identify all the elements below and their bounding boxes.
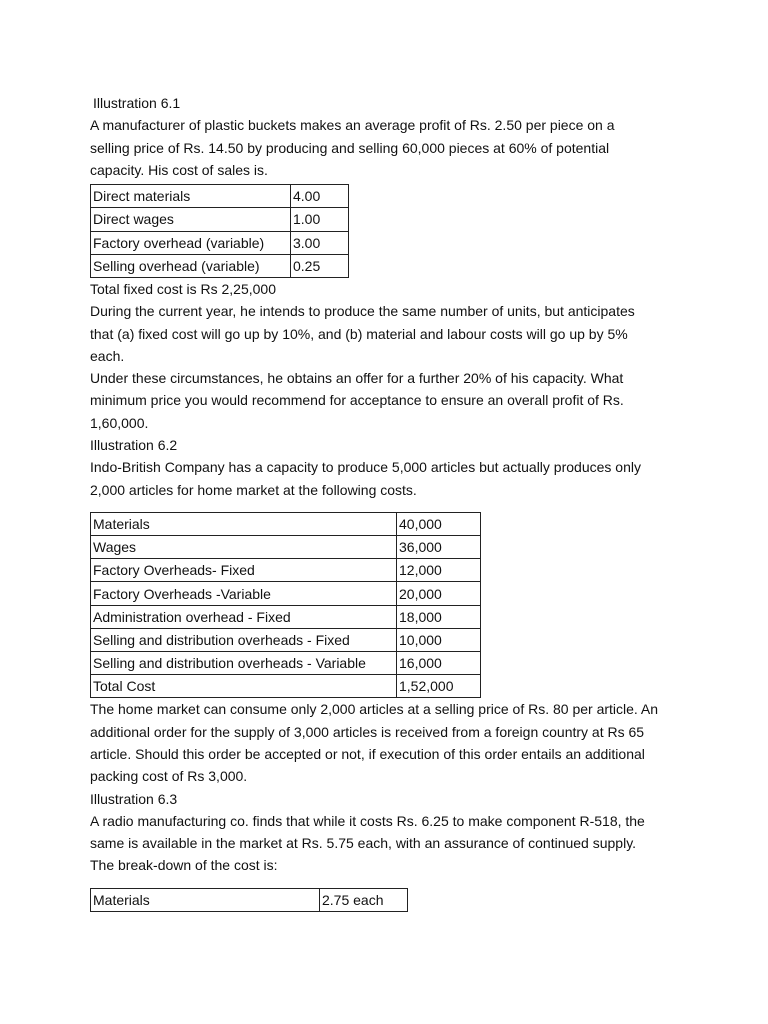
document-page: [90, 92, 690, 912]
component-cost-table: [90, 888, 408, 912]
paragraph-line: same is available in the market at Rs. 5.75 each, with an assurance of continued supply.: [90, 835, 637, 852]
table-row: [91, 628, 481, 651]
table-cell-value: 12,000: [397, 559, 481, 582]
table-cell-item: Factory overhead (variable): [91, 231, 291, 254]
table-cell-value: 3.00: [291, 231, 349, 254]
paragraph-line: The break-down of the cost is:: [90, 857, 278, 874]
illustration-heading: Illustration 6.2: [90, 437, 178, 454]
paragraph-line: A radio manufacturing co. finds that while it costs Rs. 6.25 to make component R-518, the: [90, 812, 645, 829]
table-row: [91, 254, 349, 277]
cost-of-sales-table: [90, 184, 349, 278]
paragraph-line: Under these circumstances, he obtains an offer for a further 20% of his capacity. What: [90, 370, 624, 387]
paragraph-line: selling price of Rs. 14.50 by producing and selling 60,000 pieces at 60% of potential: [90, 139, 610, 156]
table-cell-item: Materials: [91, 888, 320, 911]
table-cell-value: 36,000: [397, 536, 481, 559]
paragraph-line: that (a) fixed cost will go up by 10%, and (b) material and labour costs will go up by 5%: [90, 325, 628, 342]
table-row: [91, 512, 481, 535]
table-row: [91, 582, 481, 605]
table-row: [91, 231, 349, 254]
table-cell-value: 2.75 each: [320, 888, 408, 911]
paragraph-line: each.: [90, 347, 125, 364]
table-cell-value: 16,000: [397, 652, 481, 675]
table-row-total: [91, 675, 481, 698]
paragraph-line: additional order for the supply of 3,000 articles is received from a foreign country at Rs 65: [90, 723, 645, 740]
illustration-6-1: [90, 92, 690, 434]
production-cost-table: [90, 512, 481, 699]
table-cell-value: 18,000: [397, 605, 481, 628]
table-cell-value: 4.00: [291, 185, 349, 208]
table-cell-item: Selling and distribution overheads - Variable: [91, 652, 397, 675]
table-cell-item: Selling overhead (variable): [91, 254, 291, 277]
illustration-heading: Illustration 6.3: [90, 790, 178, 807]
table-cell-item: Administration overhead - Fixed: [91, 605, 397, 628]
table-row: [91, 185, 349, 208]
illustration-heading: Illustration 6.1: [93, 95, 181, 111]
paragraph-line: minimum price you would recommend for acceptance to ensure an overall profit of Rs.: [90, 392, 624, 409]
paragraph-line: packing cost of Rs 3,000.: [90, 768, 248, 785]
table-row: [91, 605, 481, 628]
table-cell-item: Selling and distribution overheads - Fixed: [91, 628, 397, 651]
table-cell-item: Direct materials: [91, 185, 291, 208]
table-cell-value: 10,000: [397, 628, 481, 651]
table-cell-item: Factory Overheads- Fixed: [91, 559, 397, 582]
paragraph-line: The home market can consume only 2,000 articles at a selling price of Rs. 80 per article. An: [90, 701, 659, 718]
table-cell-item: Wages: [91, 536, 397, 559]
table-cell-value: 1.00: [291, 208, 349, 231]
table-cell-value: 0.25: [291, 254, 349, 277]
table-cell-value: 20,000: [397, 582, 481, 605]
paragraph-line: 1,60,000.: [90, 414, 149, 431]
table-cell-value: 1,52,000: [397, 675, 481, 698]
table-row: [91, 652, 481, 675]
table-cell-item: Direct wages: [91, 208, 291, 231]
paragraph-line: article. Should this order be accepted or not, if execution of this order entails an additional: [90, 746, 645, 762]
illustration-6-3: [90, 788, 690, 912]
table-cell-item: Total Cost: [91, 675, 397, 698]
paragraph-line: capacity. His cost of sales is.: [90, 161, 268, 178]
table-row: [91, 888, 408, 911]
table-row: [91, 208, 349, 231]
paragraph-line: During the current year, he intends to produce the same number of units, but anticipates: [90, 303, 635, 320]
table-cell-item: Materials: [91, 512, 397, 535]
paragraph-line: Indo-British Company has a capacity to produce 5,000 articles but actually produces only: [90, 459, 641, 476]
illustration-6-2: [90, 434, 690, 788]
paragraph-line: A manufacturer of plastic buckets makes an average profit of Rs. 2.50 per piece on a: [90, 117, 615, 134]
table-row: [91, 559, 481, 582]
table-cell-value: 40,000: [397, 512, 481, 535]
table-cell-item: Factory Overheads -Variable: [91, 582, 397, 605]
table-row: [91, 536, 481, 559]
paragraph-line: 2,000 articles for home market at the following costs.: [90, 481, 417, 498]
paragraph-line: Total fixed cost is Rs 2,25,000: [90, 280, 276, 297]
